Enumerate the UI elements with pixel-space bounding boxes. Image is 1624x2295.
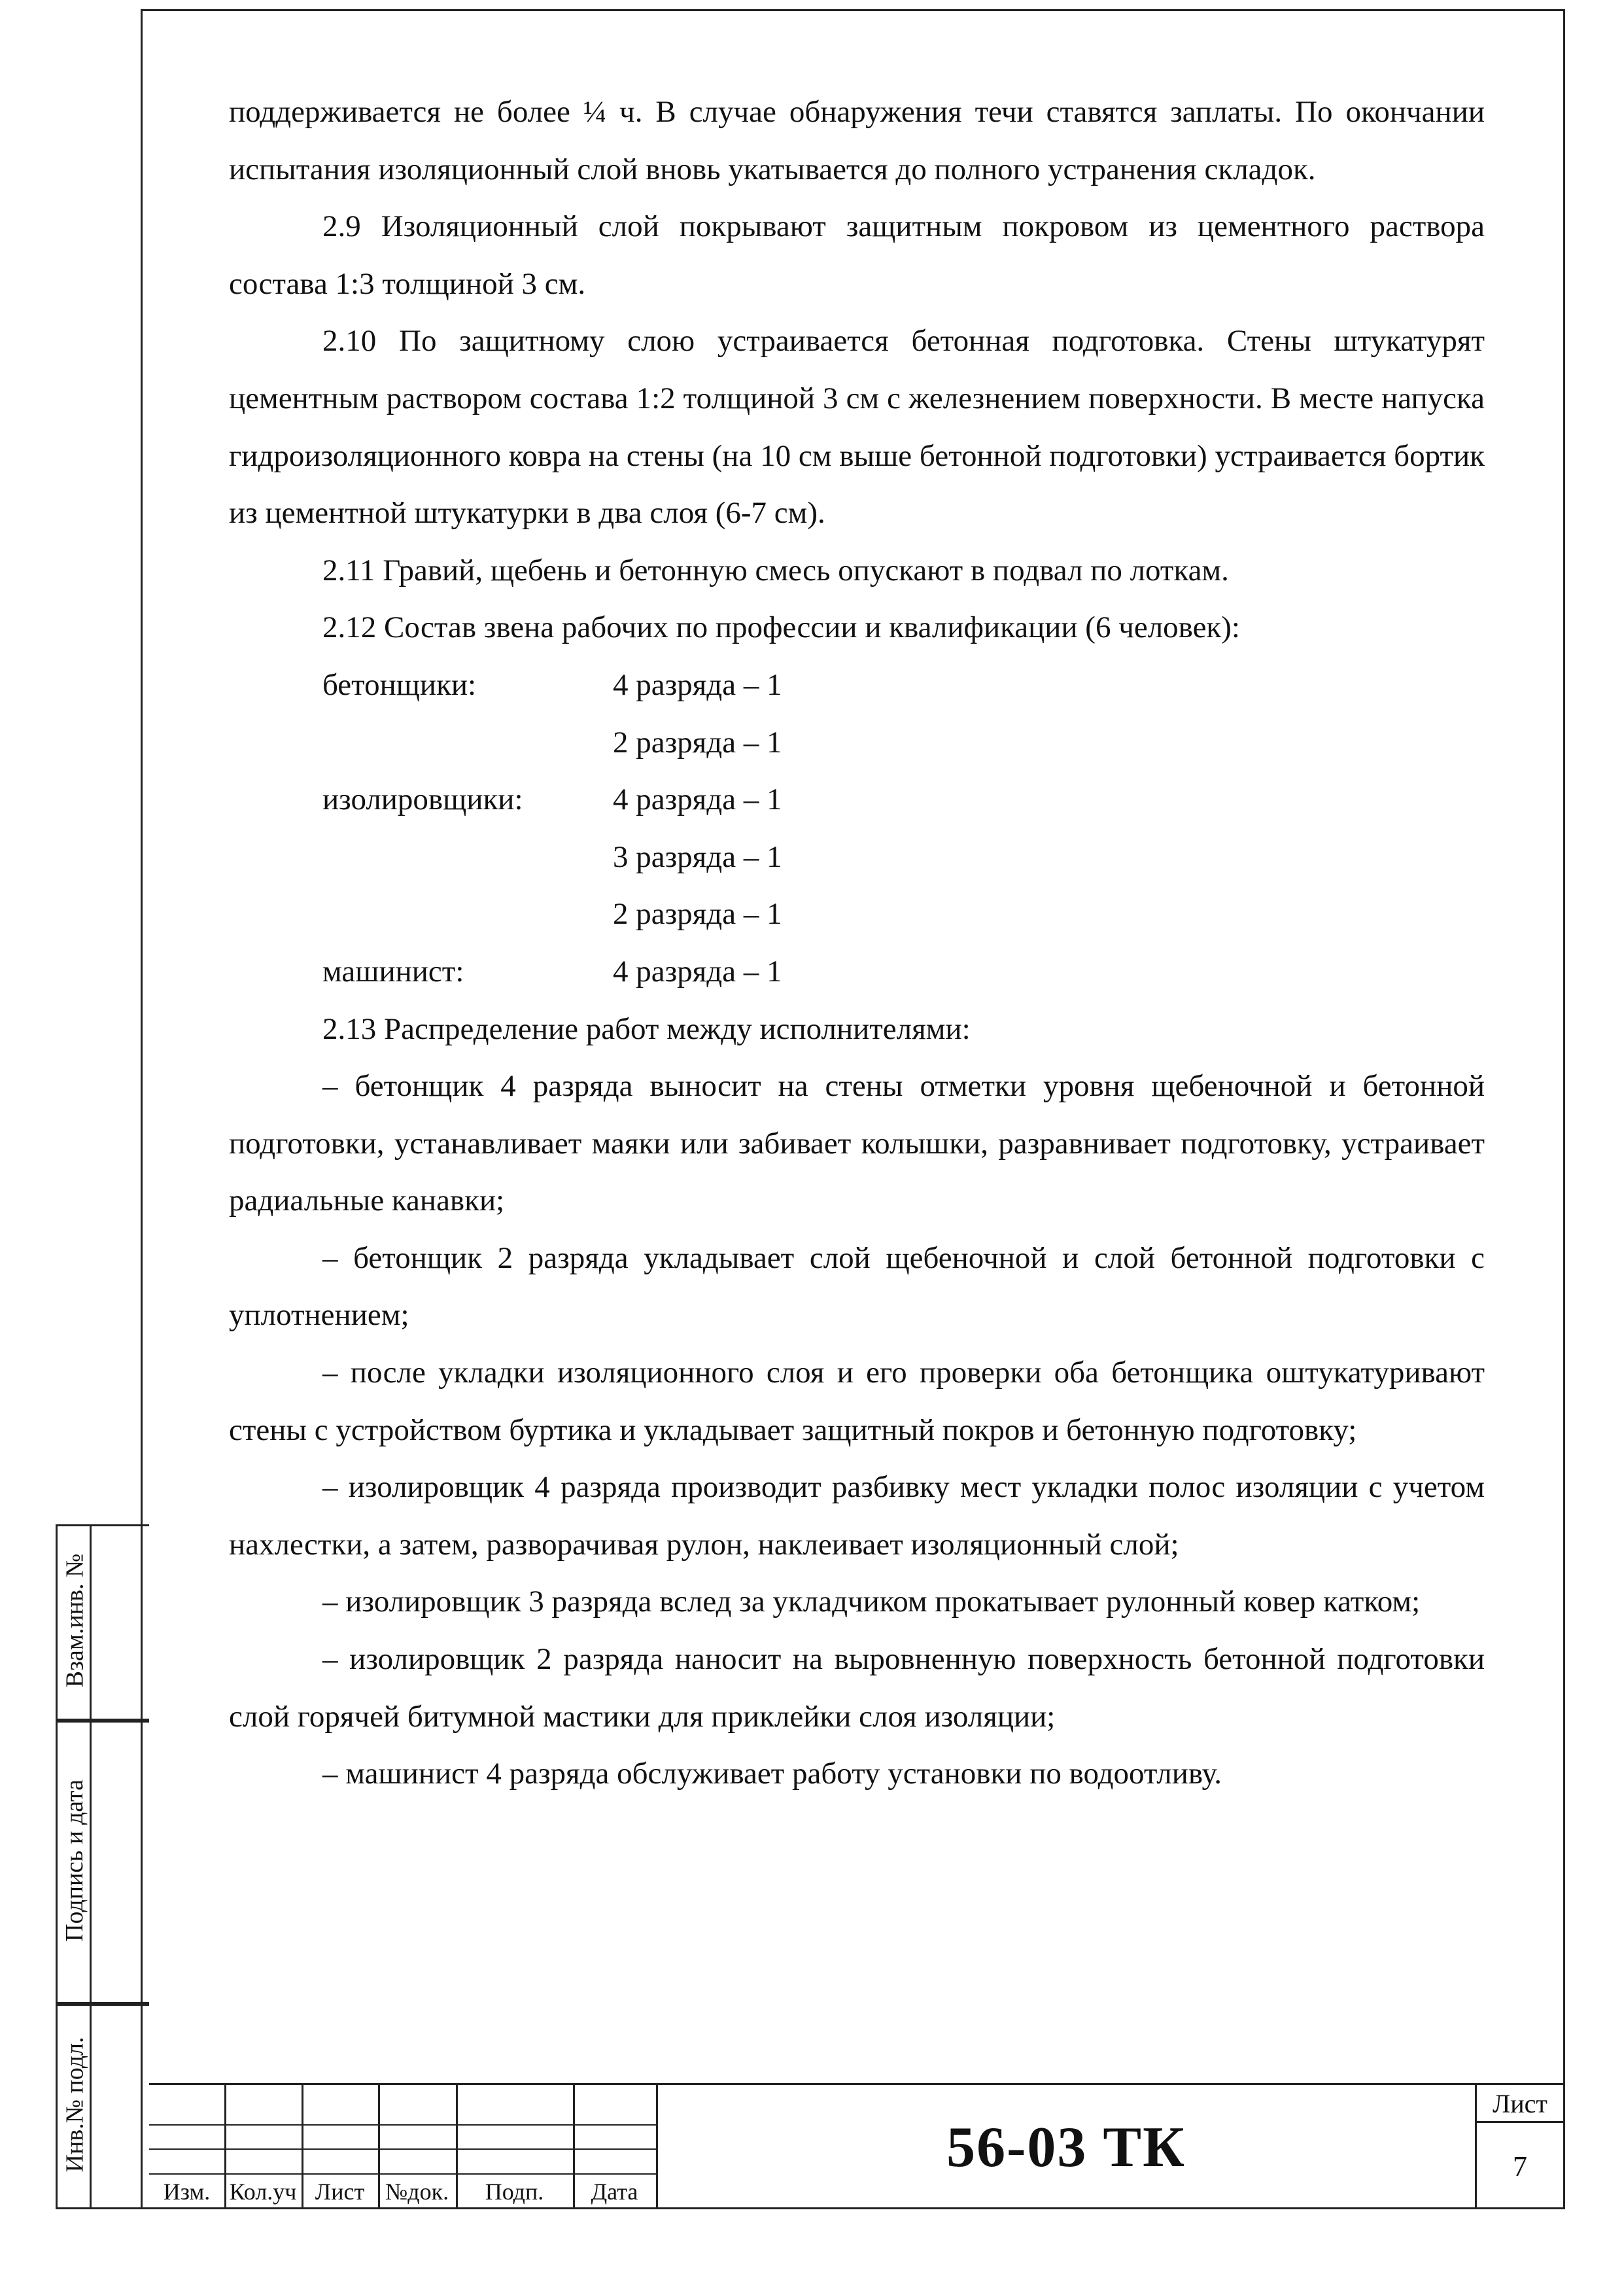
col-signature: Подп. [485,2179,544,2205]
crew-row [229,829,1485,886]
duty-item: – бетонщик 4 разряда выносит на стены отметки уровня щебеночной и бетонной подготовки, устанавливает маяки или забивает колышки, разравнивает подготовку, устраивает радиальные канавки; [229,1069,1485,1218]
crew-rank: 3 разряда – 1 [613,839,782,874]
sheet-label: Лист [1477,2085,1563,2123]
stamp-replace-inv [56,1524,149,1721]
paragraph-2-10: 2.10 По защитному слою устраивается бетонная подготовка. Стены штукатурят цементным раствором состава 1:2 толщиной 3 см с железнением поверхности. В месте напуска гидроизоляционного ковра на стены (на 10 см выше бетонной подготовки) устраивается бортик из цементной штукатурки в два слоя (6-7 см). [229,324,1485,531]
revision-grid [149,2085,656,2209]
stamp-replace-inv-label: Взам.инв. № [61,1553,89,1688]
crew-row [229,943,1485,1001]
crew-rank: 4 разряда – 1 [613,667,782,702]
col-sheet: Лист [315,2179,365,2205]
document-body [229,84,1485,1803]
crew-list [229,657,1485,1001]
crew-role [229,829,613,886]
paragraph-2-11: 2.11 Гравий, щебень и бетонную смесь опускают в подвал по лоткам. [322,553,1229,587]
stamp-signature-date-label: Подпись и дата [61,1779,89,1942]
document-code: 56-03 ТК [946,2115,1186,2179]
crew-role [229,714,613,772]
paragraph-2-12: 2.12 Состав звена рабочих по профессии и квалификации (6 человек): [322,610,1240,645]
stamp-original-inv [56,2004,149,2209]
crew-rank: 4 разряда – 1 [613,782,782,817]
duty-item: – бетонщик 2 разряда укладывает слой щебеночной и слой бетонной подготовки с уплотнением; [229,1240,1485,1333]
col-count: Кол.уч [229,2179,297,2205]
stamp-signature-date [56,1721,149,2004]
crew-rank: 2 разряда – 1 [613,725,782,760]
crew-row [229,657,1485,714]
sheet-number: 7 [1513,2150,1527,2182]
col-date: Дата [591,2179,638,2205]
paragraph-continuation: поддерживается не более ¼ ч. В случае обнаружения течи ставятся заплаты. По окончании испытания изоляционный слой вновь укатывается до полного устранения складок. [229,95,1485,186]
sheet-box [1475,2085,1563,2209]
crew-row [229,714,1485,772]
duty-item: – изолировщик 4 разряда производит разбивку мест укладки полос изоляции с учетом нахлестки, а затем, разворачивая рулон, наклеивает изоляционный слой; [229,1470,1485,1562]
crew-row [229,886,1485,943]
crew-rank: 2 разряда – 1 [613,897,782,932]
crew-role: машинист: [322,954,464,989]
duty-item: – изолировщик 2 разряда наносит на выровненную поверхность бетонной подготовки слой горячей битумной мастики для приклейки слоя изоляции; [229,1642,1485,1734]
crew-role: бетонщики: [322,667,477,702]
duty-item: – машинист 4 разряда обслуживает работу установки по водоотливу. [322,1757,1222,1791]
crew-role [229,886,613,943]
crew-rank: 4 разряда – 1 [613,954,782,989]
crew-role: изолировщики: [322,782,523,817]
paragraph-2-9: 2.9 Изоляционный слой покрывают защитным покровом из цементного раствора состава 1:3 толщиной 3 см. [229,209,1485,301]
duty-item: – изолировщик 3 разряда вслед за укладчиком прокатывает рулонный ковер катком; [322,1585,1421,1619]
col-doc-no: №док. [385,2179,449,2205]
paragraph-2-13: 2.13 Распределение работ между исполнителями: [322,1011,971,1046]
duty-item: – после укладки изоляционного слоя и его проверки оба бетонщика оштукатуривают стены с устройством буртика и укладывает защитный покров и бетонную подготовку; [229,1356,1485,1447]
crew-row [229,771,1485,829]
title-block [149,2083,1565,2209]
stamp-original-inv-label: Инв.№ подл. [61,2037,89,2173]
col-change: Изм. [163,2179,211,2205]
